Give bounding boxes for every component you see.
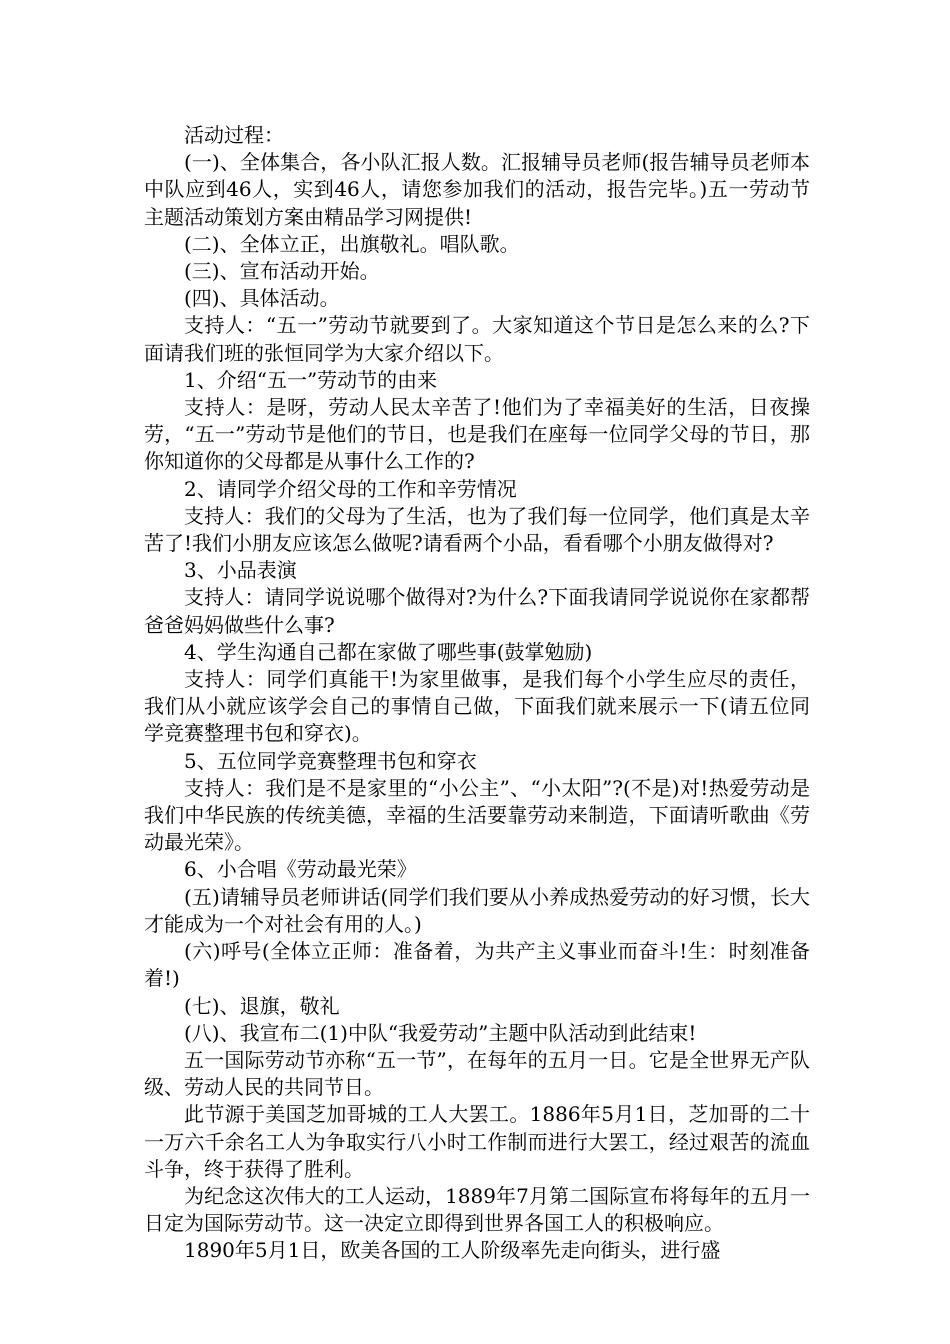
paragraph-host-intro: 支持人：“五一”劳动节就要到了。大家知道这个节日是怎么来的么?下面请我们班的张恒同学为大家介绍以下。 (144, 313, 810, 365)
paragraph-step-1: (一)、全体集合，各小队汇报人数。汇报辅导员老师(报告辅导员老师本中队应到46人，实到46人，请您参加我们的活动，报告完毕。)五一劳动节主题活动策划方案由精品学习网提供! (144, 150, 810, 229)
paragraph-step-2: (二)、全体立正，出旗敬礼。唱队歌。 (184, 231, 520, 256)
paragraph-step-3: (三)、宣布活动开始。 (184, 259, 380, 284)
document-body (144, 122, 810, 1265)
paragraph-step-4: (四)、具体活动。 (184, 286, 340, 311)
paragraph-activity-6: 6、小合唱《劳动最光荣》 (184, 857, 417, 882)
paragraph-host-4: 支持人：请同学说说哪个做得对?为什么?下面我请同学说说你在家都帮爸爸妈妈做些什么事? (144, 585, 810, 637)
paragraph-host-2: 支持人：是呀，劳动人民太辛苦了!他们为了幸福美好的生活，日夜操劳，“五一”劳动节是他们的节日，也是我们在座每一位同学父母的节日，那你知道你的父母都是从事什么工作的? (144, 395, 810, 474)
paragraph-mayday-1890: 1890年5月1日，欧美各国的工人阶级率先走向街头，进行盛 (184, 1238, 721, 1263)
paragraph-host-5: 支持人：同学们真能干!为家里做事，是我们每个小学生应尽的责任，我们从小就应该学会自己的事情自己做，下面我们就来展示一下(请五位同学竞赛整理书包和穿衣)。 (144, 667, 810, 746)
paragraph-host-3: 支持人：我们的父母为了生活，也为了我们每一位同学，他们真是太辛苦了!我们小朋友应该怎么做呢?请看两个小品，看看哪个小朋友做得对? (144, 503, 810, 556)
paragraph-activity-4: 4、学生沟通自己都在家做了哪些事(鼓掌勉励) (184, 639, 593, 664)
paragraph-activity-1: 1、介绍“五一”劳动节的由来 (184, 367, 438, 392)
paragraph-step-5: (五)请辅导员老师讲话(同学们我们要从小养成热爱劳动的好习惯，长大才能成为一个对社会有用的人。) (144, 884, 810, 936)
paragraph-mayday-intro: 五一国际劳动节亦称“五一节”，在每年的五月一日。它是全世界无产队级、劳动人民的共同节日。 (144, 1047, 810, 1100)
paragraph-activity-3: 3、小品表演 (184, 558, 297, 583)
paragraph-step-6: (六)呼号(全体立正师：准备着，为共产主义事业而奋斗!生：时刻准备着!) (144, 939, 810, 991)
paragraph-process-heading: 活动过程： (184, 123, 284, 147)
paragraph-mayday-commemoration: 为纪念这次伟大的工人运动，1889年7月第二国际宣布将每年的五月一日定为国际劳动节。这一决定立即得到世界各国工人的积极响应。 (144, 1183, 810, 1236)
paragraph-host-6: 支持人：我们是不是家里的“小公主”、“小太阳”?(不是)对!热爱劳动是我们中华民族的传统美德，幸福的生活要靠劳动来制造，下面请听歌曲《劳动最光荣》。 (144, 775, 810, 855)
paragraph-activity-2: 2、请同学介绍父母的工作和辛劳情况 (184, 476, 517, 501)
paragraph-activity-5: 5、五位同学竞赛整理书包和穿衣 (184, 748, 477, 773)
paragraph-mayday-origin: 此节源于美国芝加哥城的工人大罢工。1886年5月1日，芝加哥的二十一万六千余名工人为争取实行八小时工作制而进行大罢工，经过艰苦的流血斗争，终于获得了胜利。 (144, 1102, 810, 1181)
paragraph-step-8: (八)、我宣布二(1)中队“我爱劳动”主题中队活动到此结束! (184, 1020, 697, 1045)
paragraph-step-7: (七)、退旗，敬礼 (184, 993, 340, 1018)
